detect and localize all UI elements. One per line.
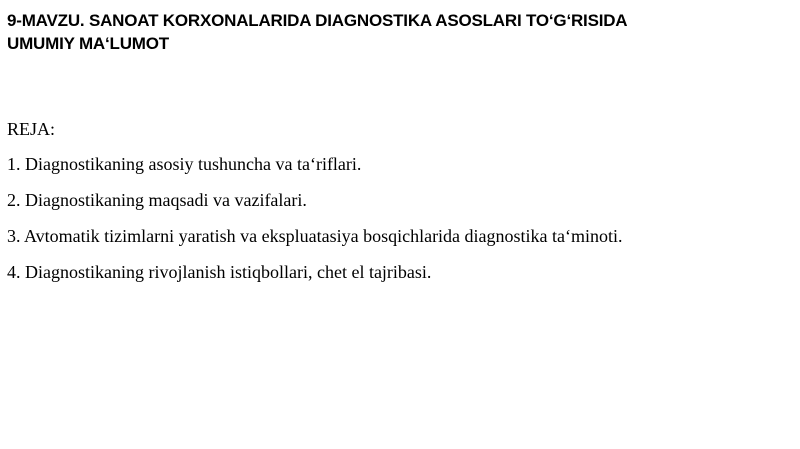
title-line-1: 9-MAVZU. SANOAT KORXONALARIDA DIAGNOSTIKA ASOSLARI TO‘G‘RISIDA (7, 11, 628, 30)
plan-list (7, 151, 623, 286)
plan-heading: REJA: (7, 119, 56, 139)
plan-item-3: 3. Avtomatik tizimlarni yaratish va ekspluatasiya bosqichlarida diagnostika ta‘minoti. (7, 226, 623, 246)
title-line-2: UMUMIY MA‘LUMOT (7, 34, 169, 53)
plan-item-1: 1. Diagnostikaning asosiy tushuncha va ta‘riflari. (7, 154, 362, 174)
plan-item-2: 2. Diagnostikaning maqsadi va vazifalari. (7, 190, 307, 210)
plan-section (7, 116, 623, 295)
document-title (7, 9, 787, 55)
plan-item-4: 4. Diagnostikaning rivojlanish istiqbollari, chet el tajribasi. (7, 262, 432, 282)
